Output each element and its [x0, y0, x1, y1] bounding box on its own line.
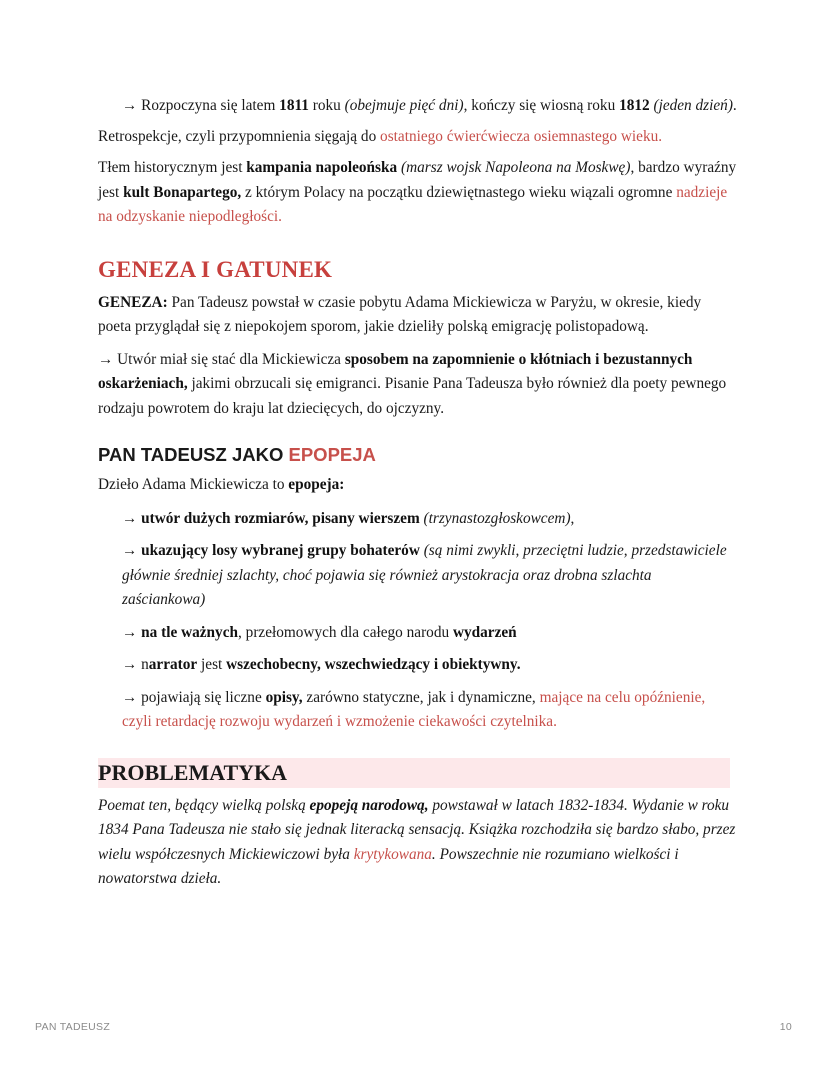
section-heading-geneza: GENEZA I GATUNEK — [98, 256, 333, 282]
list-item: → ukazujący losy wybranej grupy bohaterów (są nimi zwykli, przeciętni ludzie, przedstawiciele głównie średniej szlachty, choć pojawia się również arystokracja oraz drobna szlachta zaściankowa) — [122, 542, 727, 608]
paragraph-problems: Poemat ten, będący wielką polską epopeją narodową, powstawał w latach 1832-1834. Wydanie w roku 1834 Pana Tadeusza nie stało się jednak literacką sensacją. Książka rozchodziła się bardzo słabo, przez wielu współczesnych Mickiewiczowi była krytykowana. Powszechnie nie rozumiano wielkości i nowatorstwa dzieła. — [98, 796, 736, 887]
paragraph-historical-background: Tłem historycznym jest kampania napoleońska (marsz wojsk Napoleona na Moskwę), bardzo wyraźny jest kult Bonapartego, z którym Polacy na początku dziewiętnastego wieku wiązali ogromne nadzieje na odzyskanie niepodległości. — [98, 159, 737, 225]
paragraph-retrospection: Retrospekcje, czyli przypomnienia sięgają do ostatniego ćwierćwiecza osiemnastego wieku. — [98, 127, 663, 145]
subheading-epopeja: PAN TADEUSZ JAKO EPOPEJA — [98, 444, 376, 465]
section-heading-problematyka: PROBLEMATYKA — [98, 758, 730, 788]
paragraph-purpose: → Utwór miał się stać dla Mickiewicza sposobem na zapomnienie o kłótniach i bezustannych oskarżeniach, jakimi obrzucali się emigranci. Pisanie Pana Tadeusza było również dla poety pewnego rodzaju powrotem do kraju lat dziecięcych, do ojczyzny. — [98, 350, 727, 417]
list-item: → na tle ważnych, przełomowych dla całego narodu wydarzeń — [122, 623, 517, 641]
arrow-text: → — [122, 97, 142, 114]
list-item: → narrator jest wszechobecny, wszechwiedzący i obiektywny. — [122, 656, 521, 673]
paragraph-genesis: GENEZA: Pan Tadeusz powstał w czasie pobytu Adama Mickiewicza w Paryżu, w okresie, kiedy poeta przyglądał się z niepokojem sporom, jakie dzieliły polską emigrację polistopadową. — [98, 293, 702, 335]
page-number: 10 — [779, 1021, 792, 1033]
page-content — [98, 94, 738, 892]
footer-title: PAN TADEUSZ — [35, 1021, 111, 1033]
paragraph-epic-intro: Dzieło Adama Mickiewicza to epopeja: — [98, 476, 345, 493]
list-item: → utwór dużych rozmiarów, pisany wierszem (trzynastozgłoskowcem), — [122, 509, 575, 527]
paragraph-timeframe: → Rozpoczyna się latem 1811 roku (obejmuje pięć dni), kończy się wiosną roku 1812 (jeden dzień). — [122, 97, 737, 114]
list-item: → pojawiają się liczne opisy, zarówno statyczne, jak i dynamiczne, mające na celu opóźnienie, czyli retardację rozwoju wydarzeń i wzmożenie ciekawości czytelnika. — [122, 688, 706, 730]
